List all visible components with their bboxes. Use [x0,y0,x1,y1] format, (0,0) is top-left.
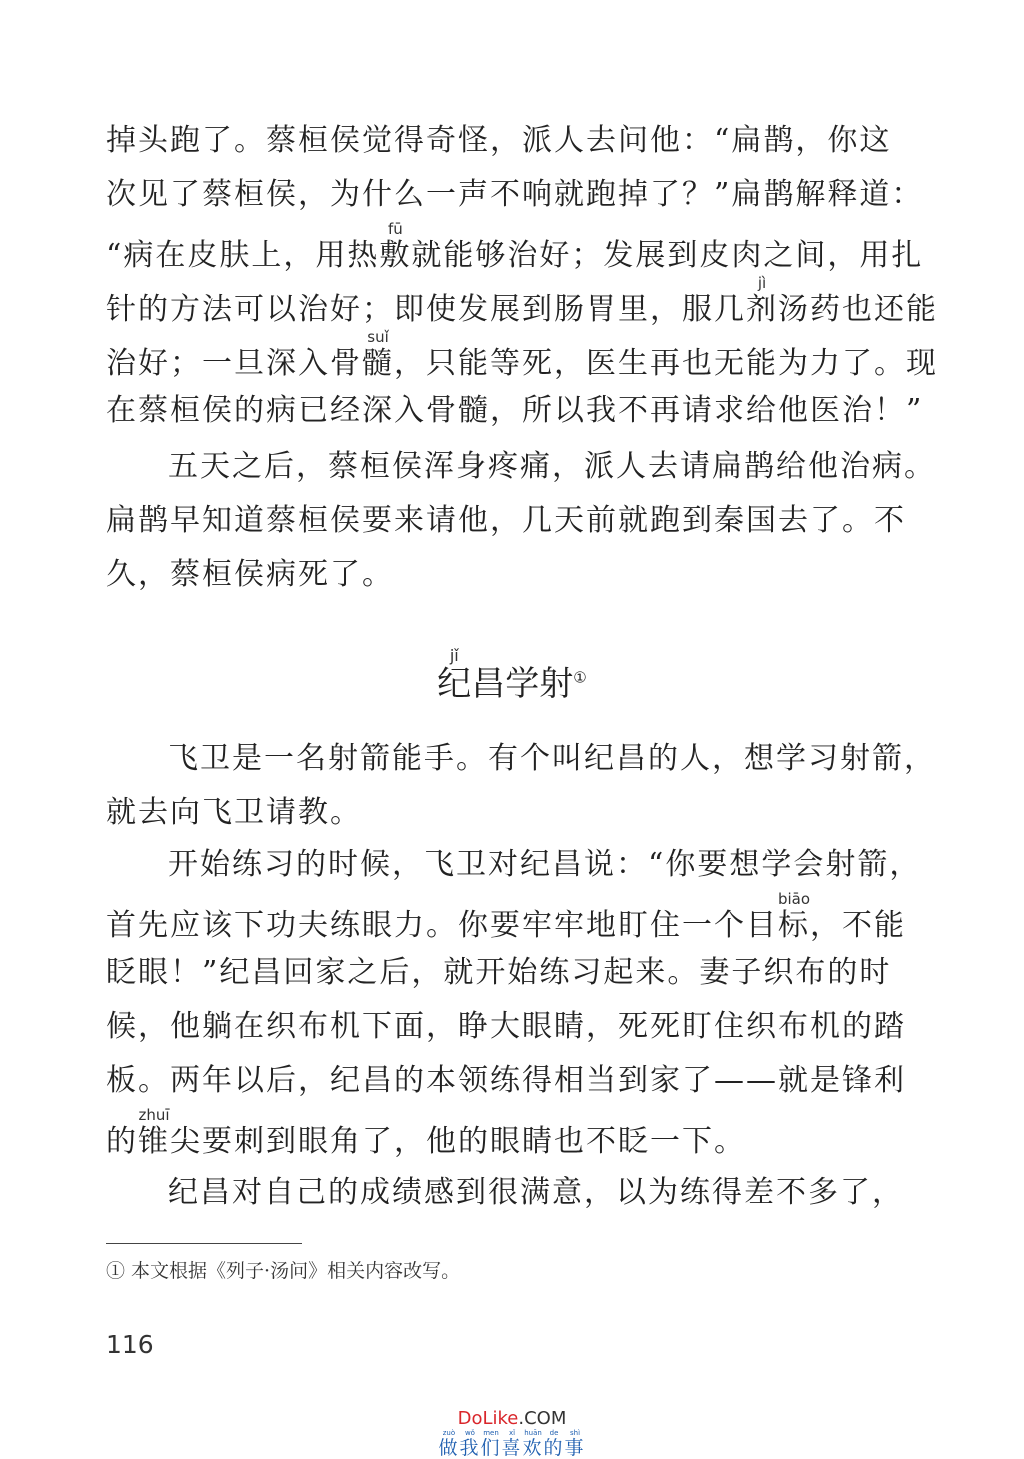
watermark-brand [0,1408,1024,1429]
text-segment: 治好；一旦深入骨 [106,346,362,381]
text-segment: 汤药也还能 [778,292,938,327]
paragraph-training [106,838,922,1162]
text-line [106,1108,896,1162]
pinyin-annotated-char: 敷fū [379,220,412,273]
text-line: 纪昌对自己的成绩感到很满意，以为练得差不多了， [168,1175,904,1210]
slogan-char: 我wǒ [459,1429,481,1459]
pinyin: biāo [777,890,811,908]
text-line: 在蔡桓侯的病已经深入骨髓，所以我不再请求给他医治！” [106,393,924,428]
pinyin: fū [379,220,412,238]
footnote-divider [106,1243,302,1244]
text-line: 扁鹊早知道蔡桓侯要来请他，几天前就跑到秦国去了。不 [106,503,906,538]
text-line: 次见了蔡桓侯，为什么一声不响就跑掉了？”扁鹊解释道： [106,177,924,212]
text-line: 掉头跑了。蔡桓侯觉得奇怪，派人去问他：“扁鹊，你这 [106,123,892,158]
footnote-marker: ① [573,668,587,687]
pinyin: zhuī [138,1106,170,1124]
site-watermark [0,1408,1024,1459]
pinyin: jì [746,274,778,292]
lesson-title [0,648,1024,705]
page-number: 116 [106,1330,154,1359]
text-segment: 的 [106,1124,138,1159]
text-line: 就去向飞卫请教。 [106,795,362,830]
slogan-char: 做zuò [438,1429,460,1459]
pinyin-annotated-char: 锥zhuī [138,1106,170,1159]
text-segment: ，不能 [810,908,906,943]
brand-name: DoLike [457,1408,519,1429]
pinyin-annotated-char: 剂jì [746,274,778,327]
text-line: 久，蔡桓侯病死了。 [106,557,394,592]
text-segment: “病在皮肤上，用热 [106,238,380,273]
pinyin-annotated-char: 标biāo [777,890,811,943]
text-line: 候，他躺在织布机下面，睁大眼睛，死死盯住织布机的踏 [106,1009,906,1044]
title-text: 昌学射 [471,664,574,704]
text-line [106,274,938,330]
paragraph-fei-wei-intro [106,732,936,840]
text-line: 飞卫是一名射箭能手。有个叫纪昌的人，想学习射箭， [168,741,936,776]
pinyin-annotated-char: 纪jǐ [437,646,472,704]
slogan-char: 的de [543,1429,565,1459]
text-segment: 尖要刺到眼角了，他的眼睛也不眨一下。 [170,1124,746,1159]
text-segment: 就能够治好；发展到皮肉之间，用扎 [411,238,924,273]
text-segment: ，只能等死，医生再也无能为力了。现 [394,346,938,381]
paragraph-satisfied [106,1166,904,1220]
text-line: 开始练习的时候，飞卫对纪昌说：“你要想学会射箭， [168,847,922,882]
paragraph-bian-que-explanation [106,114,938,438]
slogan-char: 喜xǐ [501,1429,523,1459]
brand-domain: .COM [518,1408,567,1429]
pinyin: suǐ [362,328,394,346]
paragraph-five-days-later [106,440,936,602]
pinyin: jǐ [437,646,472,665]
footnote: ① 本文根据《列子·汤问》相关内容改写。 [106,1260,461,1282]
text-line [106,890,906,946]
text-segment: 针的方法可以治好；即使发展到肠胃里，服几 [106,292,746,327]
slogan-char: 欢huān [522,1429,544,1459]
slogan-char: 们men [480,1429,502,1459]
text-line: 五天之后，蔡桓侯浑身疼痛，派人去请扁鹊给他治病。 [168,449,936,484]
text-segment: 首先应该下功夫练眼力。你要牢牢地盯住一个目 [106,908,778,943]
slogan-char: 事shì [564,1429,586,1459]
pinyin-annotated-char: 髓suǐ [362,328,394,381]
text-line [106,220,924,276]
text-line [106,328,938,384]
text-line: 眨眼！”纪昌回家之后，就开始练习起来。妻子织布的时 [106,955,892,990]
watermark-slogan [0,1429,1024,1459]
text-line: 板。两年以后，纪昌的本领练得相当到家了——就是锋利 [106,1063,906,1098]
